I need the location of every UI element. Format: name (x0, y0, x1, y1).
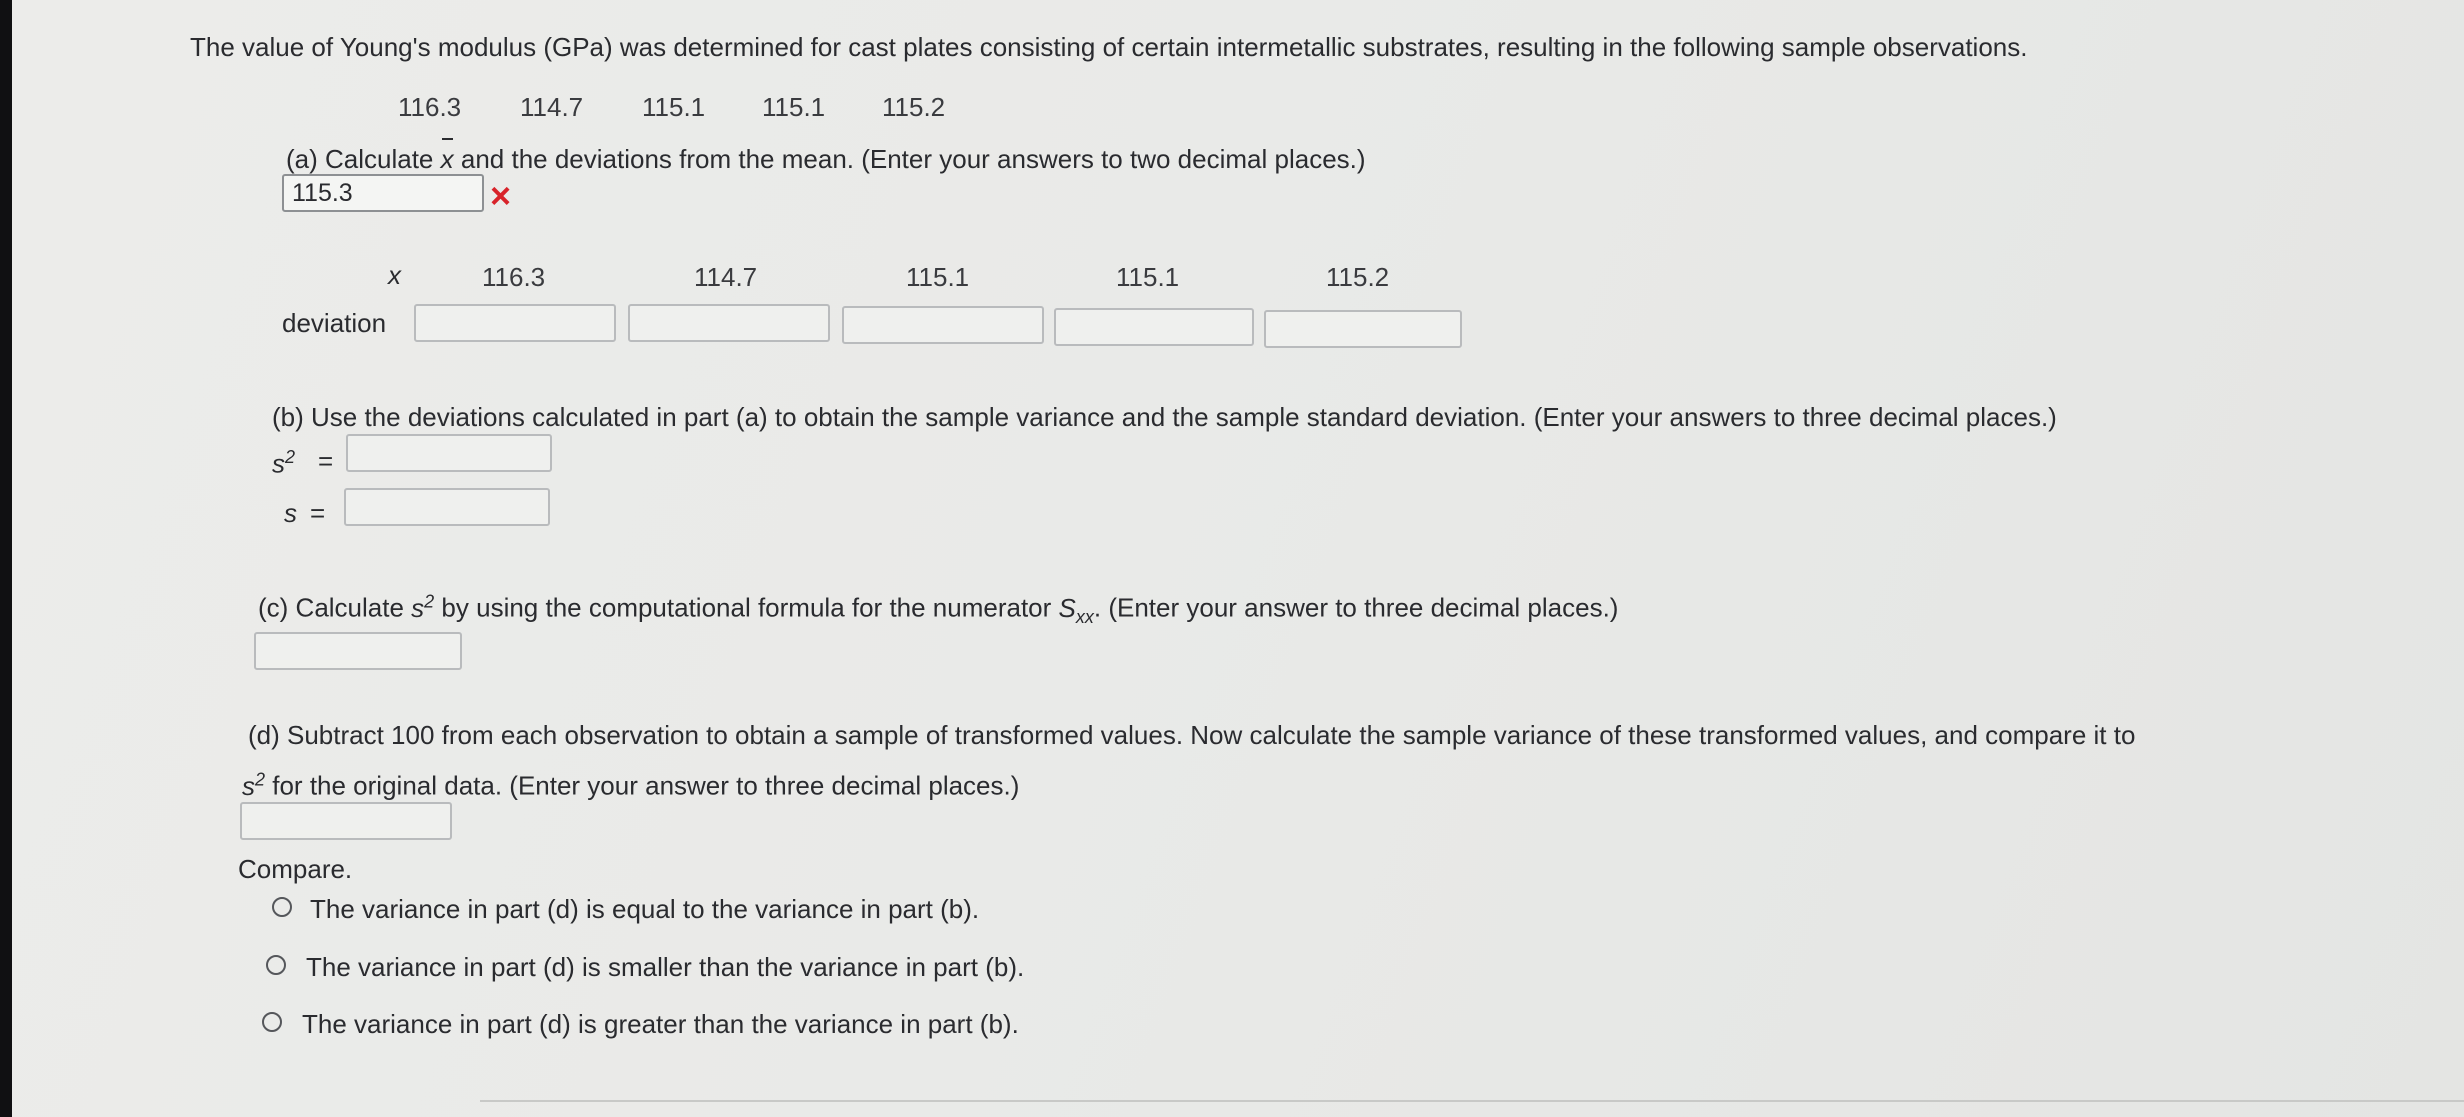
transformed-variance-input[interactable] (240, 802, 452, 840)
problem-intro: The value of Young's modulus (GPa) was determined for cast plates consisting of certain intermetallic substrates, resulting in the following sample observations. (190, 32, 2028, 62)
x-header: x (388, 260, 401, 290)
deviation-label: deviation (282, 308, 387, 338)
option-greater-radio[interactable] (262, 1012, 282, 1032)
observation-5: 115.2 (882, 92, 946, 122)
s-squared-label: $s^2$ (272, 447, 296, 479)
option-equal-label[interactable]: The variance in part (d) is equal to the variance in part (b). (310, 894, 980, 924)
x-value-5: 115.2 (1326, 262, 1390, 292)
computational-variance-input[interactable] (254, 632, 462, 670)
compare-label: Compare. (238, 854, 353, 884)
x-value-4: 115.1 (1116, 262, 1180, 292)
part-a-prompt: (a) Calculate x and the deviations from the mean. (Enter your answers to two decimal places.) (286, 144, 1366, 174)
mean-answer-input[interactable] (282, 174, 484, 212)
sxx-symbol: $S_{xx}$ (1058, 592, 1094, 627)
s-label: s (284, 498, 297, 528)
xbar-symbol: x (440, 144, 454, 174)
x-value-2: 114.7 (694, 262, 758, 292)
s-squared-equals: = (318, 446, 334, 476)
option-greater-label[interactable]: The variance in part (d) is greater than the variance in part (b). (302, 1009, 1019, 1039)
left-screen-edge (0, 0, 12, 1117)
deviation-input-4[interactable] (1054, 308, 1254, 346)
part-b-prompt: (b) Use the deviations calculated in part (a) to obtain the sample variance and the sample standard deviation. (Enter your answers to three decimal places.) (272, 402, 2057, 432)
s-squared-symbol: $s^2$ (411, 591, 435, 623)
x-value-3: 115.1 (906, 262, 970, 292)
incorrect-x-icon: × (490, 175, 512, 216)
observation-1: 116.3 (398, 92, 462, 122)
x-value-1: 116.3 (482, 262, 546, 292)
observation-3: 115.1 (642, 92, 706, 122)
deviation-input-3[interactable] (842, 306, 1044, 344)
bottom-divider (480, 1100, 2464, 1102)
deviation-input-1[interactable] (414, 304, 616, 342)
deviation-input-2[interactable] (628, 304, 830, 342)
sample-std-dev-input[interactable] (344, 488, 550, 526)
part-c-prompt: (c) Calculate $s^2$ by using the computational formula for the numerator $S_{xx}$. (Enter your answer to three decimal places.) (258, 591, 1619, 627)
deviation-input-5[interactable] (1264, 310, 1462, 348)
option-smaller-radio[interactable] (266, 955, 286, 975)
part-d-prompt-line1: (d) Subtract 100 from each observation to obtain a sample of transformed values. Now calculate the sample variance of these transformed values, and compare it to (248, 720, 2136, 750)
option-smaller-label[interactable]: The variance in part (d) is smaller than the variance in part (b). (306, 952, 1025, 982)
observation-4: 115.1 (762, 92, 826, 122)
option-equal-radio[interactable] (272, 897, 292, 917)
part-d-prompt-line2: $s^2$ for the original data. (Enter your answer to three decimal places.) (242, 769, 1020, 801)
s-equals: = (310, 498, 326, 528)
observation-2: 114.7 (520, 92, 584, 122)
sample-variance-input[interactable] (346, 434, 552, 472)
